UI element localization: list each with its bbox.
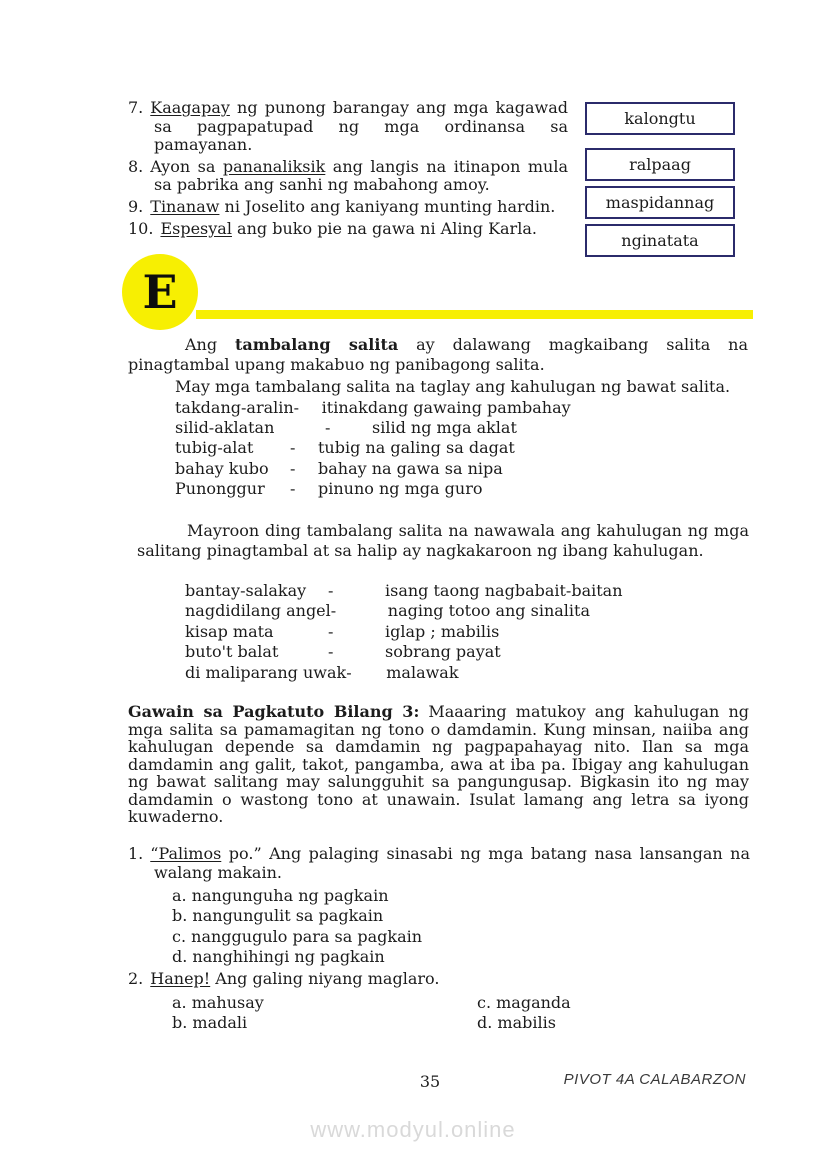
exercise-item-list <box>128 99 568 241</box>
item-pre-text: Ayon sa <box>150 156 223 176</box>
word-row <box>185 622 745 642</box>
word-row <box>185 601 745 621</box>
answer-box-maspidannag <box>585 186 735 219</box>
underlined-word: Hanep! <box>150 969 211 989</box>
underlined-word: Kaagapay <box>150 98 230 117</box>
footer-brand-text: PIVOT 4A CALABARZON <box>563 1071 746 1088</box>
word-definition: naging totoo ang sinalita <box>387 601 590 621</box>
question-list <box>128 845 750 1034</box>
compound-word: kisap mata <box>185 621 274 641</box>
word-definition: silid ng mga aklat <box>372 418 517 438</box>
word-row <box>175 459 735 479</box>
activity-title: Gawain sa Pagkatuto Bilang 3: <box>128 702 420 721</box>
question-number: 1. <box>128 844 144 863</box>
word-row <box>185 642 745 662</box>
exercise-item-9 <box>128 198 568 217</box>
question-1 <box>128 845 750 967</box>
option-a: a. nangunguha ng pagkain <box>172 886 389 906</box>
question-1-text <box>128 845 750 882</box>
word-row <box>175 479 735 499</box>
word-row <box>185 663 745 683</box>
compound-word: di maliparang uwak <box>185 662 347 682</box>
compound-word: Punonggur <box>175 478 265 498</box>
word-definition: bahay na gawa sa nipa <box>318 458 503 478</box>
dash-separator: - <box>293 398 300 417</box>
dash-separator: - <box>330 601 337 621</box>
answer-box-nginatata <box>585 224 735 257</box>
dash-separator: - <box>325 418 331 438</box>
word-definition: pinuno ng mga guro <box>318 478 483 498</box>
option-d: d. nanghihingi ng pagkain <box>172 947 385 967</box>
answer-box-kalongtu <box>585 102 735 135</box>
intro-pre: Ang <box>185 335 236 354</box>
item-post-text: ng punong barangay ang mga kagawad sa pagpapatupad ng mga ordinansa sa pamayanan. <box>154 98 568 155</box>
underlined-word: Tinanaw <box>150 196 220 216</box>
question-2-text <box>128 970 750 989</box>
compound-word: takdang-aralin <box>175 398 294 417</box>
option-b: b. nangungulit sa pagkain <box>172 906 384 926</box>
exercise-item-10 <box>128 220 568 239</box>
word-row <box>175 438 735 458</box>
term-tambalang-salita: tambalang salita <box>235 335 399 354</box>
word-definition: tubig na galing sa dagat <box>318 438 515 458</box>
answer-box-text: nginatata <box>621 231 699 250</box>
answer-box-ralpaag <box>585 148 735 181</box>
compound-word-list-2 <box>185 581 745 683</box>
question-post-text: po.” Ang palaging sinasabi ng mga batang nasa lansangan na walang makain. <box>154 844 750 882</box>
dash-separator: - <box>328 621 334 641</box>
word-row <box>175 418 735 438</box>
dash-separator: - <box>290 458 296 478</box>
section-divider-bar <box>196 310 753 319</box>
lesson-intro-paragraph <box>128 335 748 374</box>
option-a: a. mahusay <box>172 992 264 1012</box>
word-definition: sobrang payat <box>385 642 501 662</box>
page-number: 35 <box>419 1072 441 1091</box>
item-post-text: ang buko pie na gawa ni Aling Karla. <box>231 218 537 238</box>
word-definition: isang taong nagbabait-baitan <box>385 581 623 600</box>
dash-separator: - <box>290 438 296 458</box>
item-number: 8. <box>128 156 144 176</box>
word-definition: itinakdang gawaing pambahay <box>321 398 571 417</box>
list1-intro-line: May mga tambalang salita na taglay ang kahulugan ng bawat salita. <box>175 377 731 396</box>
question-number: 2. <box>128 969 144 989</box>
underlined-word: “Palimos <box>150 844 222 863</box>
item-post-text: ni Joselito ang kaniyang munting hardin. <box>219 196 556 216</box>
underlined-word: Espesyal <box>160 218 232 238</box>
answer-box-column <box>585 102 735 257</box>
section-marker-letter: E <box>142 265 178 319</box>
activity-instructions <box>128 703 749 826</box>
dash-separator: - <box>328 642 334 662</box>
section-marker-e-circle <box>122 254 198 330</box>
compound-word: buto't balat <box>185 642 279 662</box>
compound-word: tubig-alat <box>175 438 254 458</box>
dash-separator: - <box>328 581 334 600</box>
question-1-options <box>172 886 750 967</box>
lesson-paragraph-2: Mayroon ding tambalang salita na nawawala ang kahulugan ng mga salitang pinagtambal at sa halip ay nagkakaroon ng ibang kahulugan. <box>137 521 749 561</box>
question-post-text: Ang galing niyang maglaro. <box>210 969 440 989</box>
word-row <box>175 398 735 418</box>
exercise-item-7 <box>128 99 568 155</box>
word-row <box>185 581 745 601</box>
compound-word: silid-aklatan <box>175 418 275 438</box>
compound-word: bantay-salakay <box>185 581 307 600</box>
dash-separator: - <box>290 478 296 498</box>
option-c: c. maganda <box>477 992 571 1012</box>
question-2 <box>128 970 750 1033</box>
answer-box-text: ralpaag <box>629 155 691 174</box>
item-post-text: ang langis na itinapon mula sa pabrika ang sanhi ng mabahong amoy. <box>154 156 568 195</box>
item-number: 9. <box>128 196 144 216</box>
exercise-item-8 <box>128 158 568 195</box>
underlined-word: pananaliksik <box>222 156 326 176</box>
word-definition: iglap ; mabilis <box>385 621 500 641</box>
option-c: c. nanggugulo para sa pagkain <box>172 926 423 946</box>
answer-box-text: maspidannag <box>605 193 715 212</box>
answer-box-text: kalongtu <box>624 109 696 128</box>
intro-post: ay dalawang magkaibang salita na pinagtambal upang makabuo ng panibagong salita. <box>128 335 749 374</box>
word-definition: malawak <box>386 662 459 682</box>
activity-body: Maaaring matukoy ang kahulugan ng mga salita sa pamamagitan ng tono o damdamin. Kung minsan, naiiba ang kahulugan depende sa damdamin ng pagpapahayag nito. Ilan sa mga damdamin ang galit, takot, pangamba, awa at iba pa. Ibigay ang kahulugan ng bawat salitang may salungguhit sa pangungusap. Bigkasin ito ng may damdamin o wastong tono at unawain. Isulat lamang ang letra sa iyong kuwaderno. <box>128 702 749 826</box>
watermark-text: www.modyul.online <box>310 1117 516 1142</box>
item-number: 7. <box>128 98 144 117</box>
option-b: b. madali <box>172 1013 248 1033</box>
item-number: 10. <box>128 218 154 238</box>
compound-word: nagdidilang angel <box>185 601 331 621</box>
option-d: d. mabilis <box>477 1013 556 1033</box>
dash-separator: - <box>346 662 352 682</box>
question-2-options <box>172 993 750 1034</box>
compound-word: bahay kubo <box>175 458 269 478</box>
compound-word-list-1 <box>175 398 735 499</box>
